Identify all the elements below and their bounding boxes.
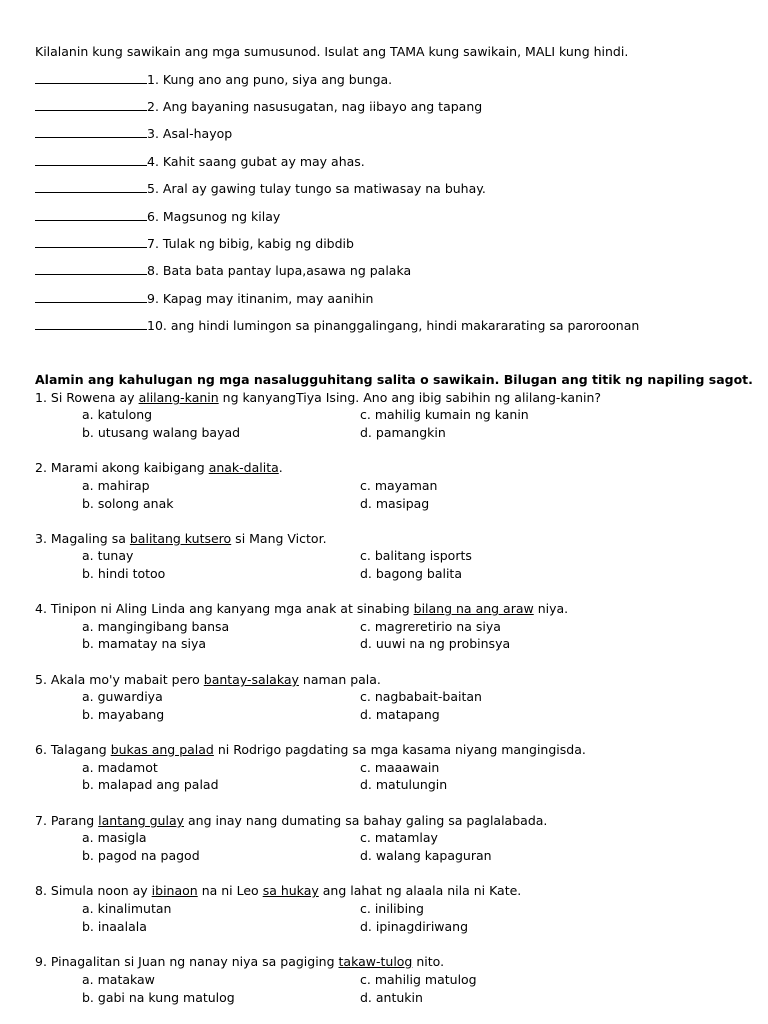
option-d[interactable]: d. antukin [360,990,423,1005]
question-text: si Mang Victor. [231,531,327,546]
answer-blank[interactable] [35,209,147,221]
part1-item-6 [35,209,280,225]
option-d[interactable]: d. walang kapaguran [360,848,492,863]
option-a[interactable]: a. madamot [82,760,158,775]
option-d[interactable]: d. pamangkin [360,425,446,440]
answer-blank[interactable] [35,72,147,84]
option-b[interactable]: b. gabi na kung matulog [82,990,235,1005]
answer-blank[interactable] [35,126,147,138]
question-text: . [278,460,283,475]
underlined-term: bukas ang palad [110,742,214,757]
question-6 [35,742,586,758]
part1-item-9 [35,291,373,307]
question-text: ang lahat ng alaala nila ni Kate. [318,883,522,898]
option-c[interactable]: c. inilibing [360,901,424,916]
option-a[interactable]: a. tunay [82,548,134,563]
underlined-term: balitang kutsero [129,531,232,546]
part1-item-3 [35,126,232,142]
item-text: 2. Ang bayaning nasusugatan, nag iibayo ang tapang [147,99,483,114]
option-b[interactable]: b. mamatay na siya [82,636,207,651]
underlined-term: alilang-kanin [138,390,219,405]
option-d[interactable]: d. ipinagdiriwang [360,919,469,934]
option-a[interactable]: a. matakaw [82,972,155,987]
option-c[interactable]: c. mahilig kumain ng kanin [360,407,529,422]
option-b[interactable]: b. utusang walang bayad [82,425,241,440]
answer-blank[interactable] [35,291,147,303]
option-c[interactable]: c. nagbabait-baitan [360,689,482,704]
option-d[interactable]: d. matulungin [360,777,448,792]
option-a[interactable]: a. mahirap [82,478,150,493]
answer-blank[interactable] [35,318,147,330]
option-c[interactable]: c. mayaman [360,478,438,493]
underlined-term: bantay-salakay [203,672,299,687]
question-text: 4. Tinipon ni Aling Linda ang kanyang mga anak at sinabing [35,601,414,616]
answer-blank[interactable] [35,181,147,193]
question-4 [35,601,568,617]
part1-item-10 [35,318,639,334]
question-text: 1. Si Rowena ay [35,390,139,405]
question-text: ang inay nang dumating sa bahay galing sa paglalabada. [184,813,548,828]
answer-blank[interactable] [35,263,147,275]
item-text: 8. Bata bata pantay lupa,asawa ng palaka [147,263,412,278]
question-text: ng kanyangTiya Ising. Ano ang ibig sabihin ng alilang-kanin? [218,390,602,405]
item-text: 7. Tulak ng bibig, kabig ng dibdib [147,236,354,251]
question-text: 8. Simula noon ay [35,883,152,898]
underlined-term: takaw-tulog [338,954,413,969]
option-d[interactable]: d. masipag [360,496,430,511]
question-text: 5. Akala mo'y mabait pero [35,672,204,687]
question-3 [35,531,327,547]
question-text: naman pala. [298,672,381,687]
question-text: 7. Parang [35,813,99,828]
item-text: 10. ang hindi lumingon sa pinanggalingang, hindi makararating sa paroroonan [147,318,640,333]
item-text: 5. Aral ay gawing tulay tungo sa matiwasay na buhay. [147,181,486,196]
option-d[interactable]: d. bagong balita [360,566,462,581]
option-d[interactable]: d. uuwi na ng probinsya [360,636,511,651]
answer-blank[interactable] [35,154,147,166]
part1-item-8 [35,263,411,279]
option-c[interactable]: c. balitang isports [360,548,472,563]
question-text: 6. Talagang [35,742,111,757]
option-a[interactable]: a. kinalimutan [82,901,172,916]
part1-instruction: Kilalanin kung sawikain ang mga sumusunod. Isulat ang TAMA kung sawikain, MALI kung hindi. [35,44,629,59]
part1-item-7 [35,236,354,252]
option-b[interactable]: b. malapad ang palad [82,777,219,792]
option-c[interactable]: c. magreretirio na siya [360,619,501,634]
option-a[interactable]: a. mangingibang bansa [82,619,230,634]
underlined-term: bilang na ang araw [413,601,534,616]
item-text: 9. Kapag may itinanim, may aanihin [147,291,374,306]
option-a[interactable]: a. guwardiya [82,689,163,704]
question-text: nito. [412,954,445,969]
option-c[interactable]: c. mahilig matulog [360,972,477,987]
item-text: 4. Kahit saang gubat ay may ahas. [147,154,365,169]
question-1 [35,390,601,406]
question-text: 9. Pinagalitan si Juan ng nanay niya sa pagiging [35,954,339,969]
question-5 [35,672,381,688]
underlined-term: lantang gulay [98,813,185,828]
option-b[interactable]: b. mayabang [82,707,165,722]
option-a[interactable]: a. katulong [82,407,153,422]
underlined-term: sa hukay [262,883,319,898]
part1-item-1 [35,72,392,88]
part1-item-5 [35,181,486,197]
answer-blank[interactable] [35,99,147,111]
question-text: 2. Marami akong kaibigang [35,460,209,475]
question-8 [35,883,521,899]
question-7 [35,813,547,829]
underlined-term: anak-dalita [208,460,279,475]
item-text: 6. Magsunog ng kilay [147,209,281,224]
item-text: 3. Asal-hayop [147,126,233,141]
question-text: 3. Magaling sa [35,531,130,546]
option-a[interactable]: a. masigla [82,830,147,845]
question-2 [35,460,283,476]
option-b[interactable]: b. pagod na pagod [82,848,200,863]
question-text: na ni Leo [197,883,263,898]
part1-item-4 [35,154,365,170]
question-text: ni Rodrigo pagdating sa mga kasama niyang mangingisda. [213,742,586,757]
question-text: niya. [533,601,569,616]
part2-instruction: Alamin ang kahulugan ng mga nasalugguhitang salita o sawikain. Bilugan ang titik ng napiling sagot. [35,372,753,387]
question-9 [35,954,444,970]
part1-item-2 [35,99,482,115]
option-c[interactable]: c. maaawain [360,760,440,775]
option-b[interactable]: b. hindi totoo [82,566,166,581]
item-text: 1. Kung ano ang puno, siya ang bunga. [147,72,393,87]
underlined-term: ibinaon [151,883,198,898]
option-c[interactable]: c. matamlay [360,830,438,845]
option-b[interactable]: b. inaalala [82,919,147,934]
option-d[interactable]: d. matapang [360,707,440,722]
answer-blank[interactable] [35,236,147,248]
option-b[interactable]: b. solong anak [82,496,174,511]
